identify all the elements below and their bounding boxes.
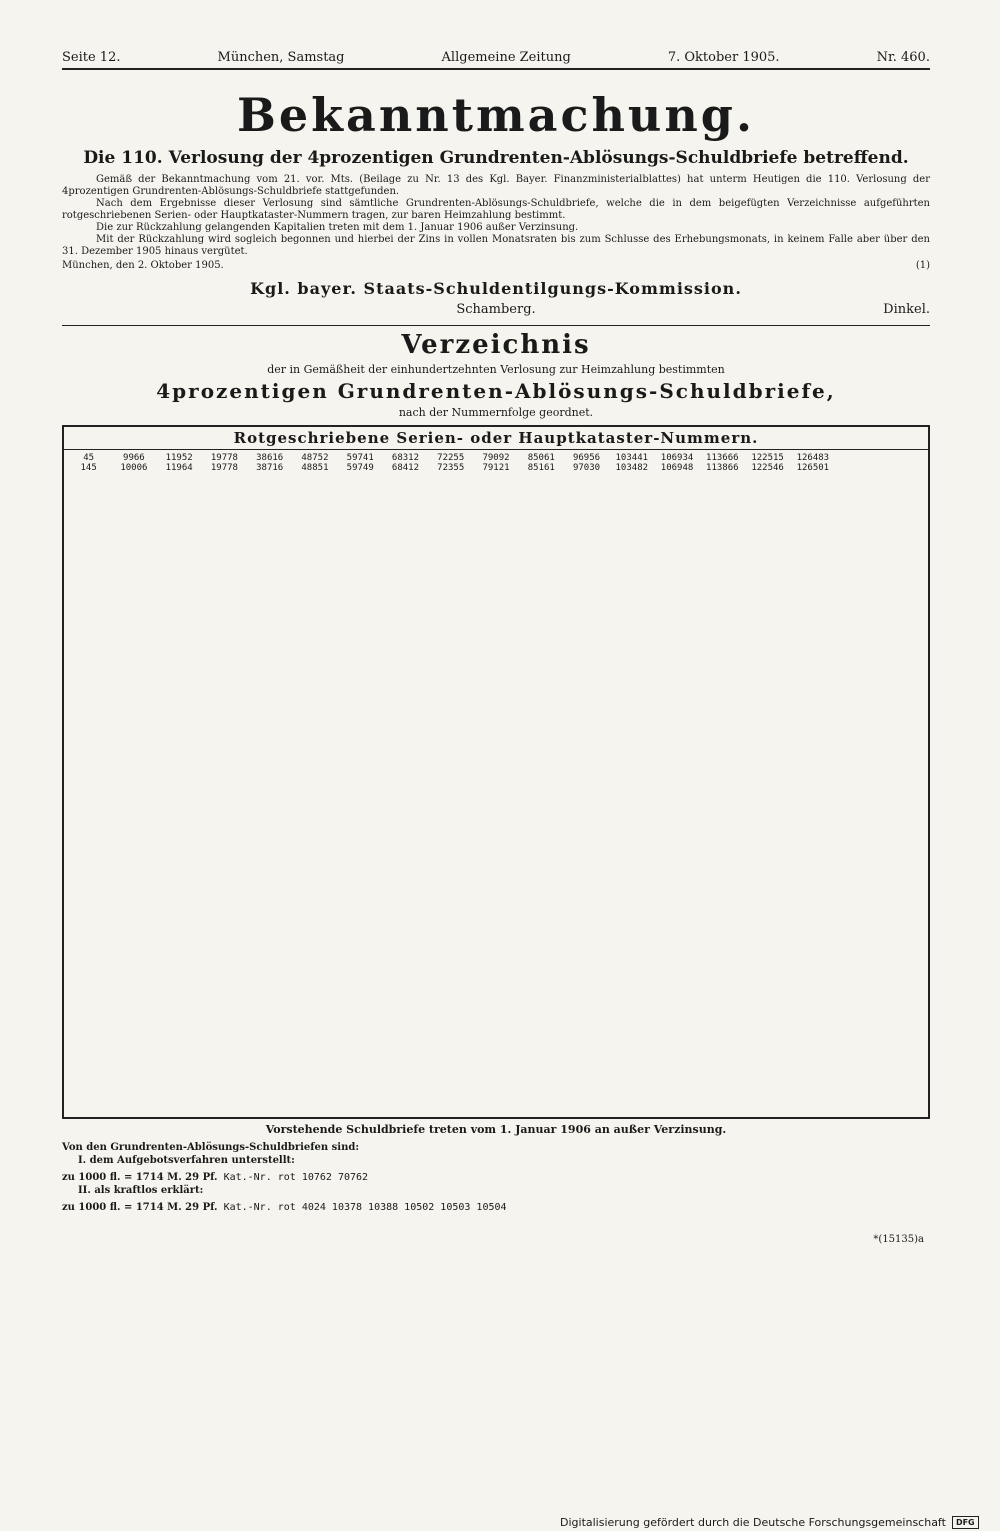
table-cell: 48752: [301, 453, 329, 463]
signature-left: Schamberg.: [456, 302, 536, 317]
paragraph: Nach dem Ergebnisse dieser Verlosung sind sämtliche Grundrenten-Ablösungs-Schuldbriefe, welche die in dem beigefügten Verzeichnisse aufgeführten rotgeschriebenen Serien- oder Hauptkataster-Nummern tragen, zur baren Heimzahlung bestimmt.: [62, 198, 930, 221]
table-header: Rotgeschriebene Serien- oder Hauptkataster-Nummern.: [64, 427, 928, 450]
issue-date: 7. Oktober 1905.: [667, 50, 780, 65]
list-head: Von den Grundrenten-Ablösungs-Schuldbriefen sind:: [62, 1142, 360, 1153]
verzeichnis-line1: der in Gemäßheit der einhundertzehnten Verlosung zur Heimzahlung bestimmten: [267, 363, 725, 376]
table-cell: 11964: [165, 463, 193, 473]
table-cell: 96956: [572, 453, 601, 463]
footer-text: Digitalisierung gefördert durch die Deutsche Forschungsgemeinschaft: [560, 1516, 946, 1529]
page-header: [62, 50, 930, 70]
table-cell: 68312: [391, 453, 419, 463]
after-table-note: Vorstehende Schuldbriefe treten vom 1. Januar 1906 an außer Verzinsung.: [265, 1123, 727, 1136]
ref-right: *(15135)a: [873, 1234, 924, 1245]
table-cell: 9966: [123, 453, 145, 463]
page: [62, 50, 930, 1213]
table-cell: 126501: [796, 463, 830, 473]
subtitle: Die 110. Verlosung der 4prozentigen Grundrenten-Ablösungs-Schuldbriefe betreffend.: [83, 148, 909, 168]
table-cell: 72255: [437, 453, 465, 463]
table-cell: 68412: [391, 463, 419, 473]
table-cell: [881, 463, 926, 473]
table-cell: 145: [80, 463, 97, 473]
table-cell: 79092: [482, 453, 510, 463]
table-cell: 19778: [210, 453, 238, 463]
entry-values: Kat.-Nr. rot 4024 10378 10388 10502 10503 10504: [223, 1202, 507, 1213]
table-cell: 103482: [615, 463, 649, 473]
table-cell: 113866: [706, 463, 739, 473]
table-cell: 38616: [256, 453, 284, 463]
verzeichnis-bold: 4prozentigen Grundrenten-Ablösungs-Schuldbriefe,: [156, 379, 836, 403]
table-cell: 103441: [615, 453, 649, 463]
signature-right: Dinkel.: [883, 302, 930, 317]
number-table: [62, 425, 930, 1119]
table-grid: [64, 450, 928, 476]
ref-mark: (1): [915, 260, 930, 271]
date-row: [62, 260, 930, 271]
entry-label: zu 1000 fl. = 1714 M. 29 Pf.: [62, 1172, 218, 1183]
table-cell: 72355: [437, 463, 465, 473]
table-cell: 59749: [346, 463, 374, 473]
signature-row: [62, 302, 930, 317]
verzeichnis-title: Verzeichnis: [401, 330, 591, 360]
issue-number: Nr. 460.: [876, 50, 930, 65]
paragraph: Die zur Rückzahlung gelangenden Kapitalien treten mit dem 1. Januar 1906 außer Verzinsung.: [96, 222, 579, 233]
table-cell: 48851: [301, 463, 329, 473]
table-cell: 85161: [527, 463, 555, 473]
list-sub-1: I. dem Aufgebotsverfahren unterstellt:: [78, 1155, 295, 1166]
table-cell: 45: [83, 453, 95, 463]
table-cell: 122515: [751, 453, 784, 463]
table-cell: 85061: [527, 453, 555, 463]
divider: [62, 325, 930, 326]
list-entry: [62, 1202, 930, 1213]
paper-name: Allgemeine Zeitung: [441, 50, 571, 65]
table-cell: 126483: [796, 453, 830, 463]
table-cell: 106934: [660, 453, 694, 463]
table-cell: 19778: [210, 463, 238, 473]
paragraph: Mit der Rückzahlung wird sogleich begonnen und hierbei der Zins in vollen Monatsraten bis zum Schlusse des Erhebungsmonats, in keinem Falle aber über den 31. Dezember 1905 hinaus vergütet.: [62, 234, 930, 257]
entry-values: Kat.-Nr. rot 10762 70762: [223, 1172, 369, 1183]
list-entry: [62, 1172, 930, 1183]
table-cell: 113666: [706, 453, 739, 463]
place-day: München, Samstag: [217, 50, 345, 65]
table-cell: 38716: [256, 463, 284, 473]
date-line: München, den 2. Oktober 1905.: [62, 260, 224, 271]
table-cell: 97030: [572, 463, 601, 473]
table-cell: [835, 463, 880, 473]
table-cell: 10006: [120, 463, 148, 473]
paragraph: Gemäß der Bekanntmachung vom 21. vor. Mts. (Beilage zu Nr. 13 des Kgl. Bayer. Finanzministerialblattes) hat unterm Heutigen die 110. Verlosung der 4prozentigen Grundrenten-Ablösungs-Schuldbriefe stattgefunden.: [62, 174, 930, 197]
footer: [560, 1516, 1000, 1529]
table-cell: 59741: [346, 453, 374, 463]
entry-label: zu 1000 fl. = 1714 M. 29 Pf.: [62, 1202, 218, 1213]
table-cell: 122546: [751, 463, 784, 473]
verzeichnis-line2: nach der Nummernfolge geordnet.: [398, 406, 594, 419]
page-title: Bekanntmachung.: [237, 88, 755, 142]
table-cell: 106948: [660, 463, 694, 473]
page-number: Seite 12.: [62, 50, 121, 65]
table-cell: 11952: [165, 453, 193, 463]
dfg-badge: DFG: [952, 1516, 979, 1529]
commission-name: Kgl. bayer. Staats-Schuldentilgungs-Kommission.: [250, 279, 742, 298]
table-cell: [881, 453, 926, 463]
table-cell: 79121: [482, 463, 510, 473]
list-sub-2: II. als kraftlos erklärt:: [78, 1185, 204, 1196]
table-cell: [835, 453, 880, 463]
